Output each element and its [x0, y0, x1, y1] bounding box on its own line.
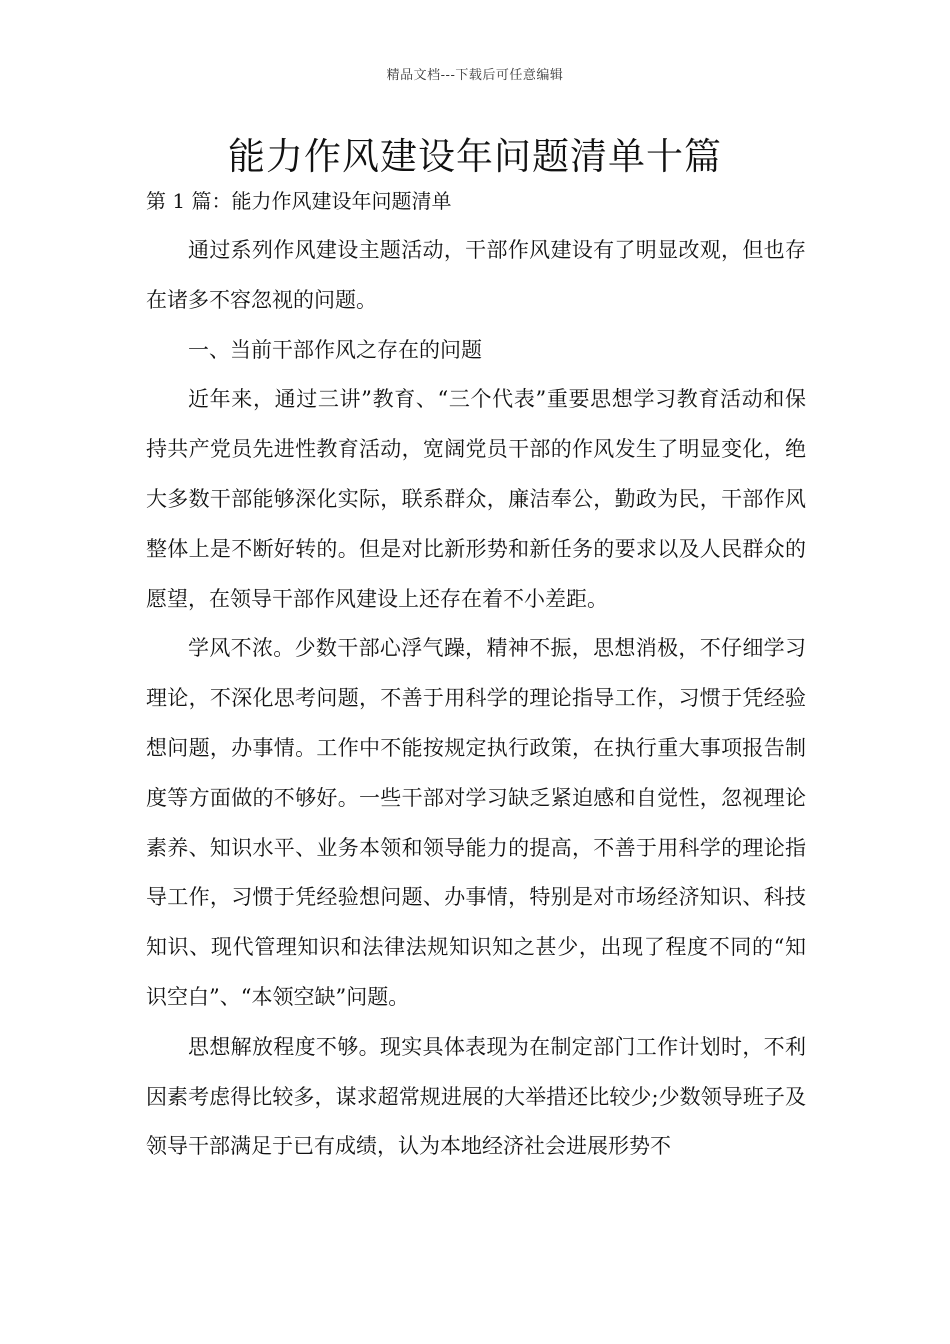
header-note: 精品文档---下载后可任意编辑	[386, 68, 564, 83]
paragraph-study-style: 学风不浓。少数干部心浮气躁，精神不振，思想消极，不仔细学习理论，不深化思考问题，不善于用科学的理论指导工作，习惯于凭经验想问题，办事情。工作中不能按规定执行政策，在执行重大事项报告制度等方面做的不够好。一些干部对学习缺乏紧迫感和自觉性，忽视理论素养、知识水平、业务本领和领导能力的提高，不善于用科学的理论指导工作，习惯于凭经验想问题、办事情，特别是对市场经济知识、科技知识、现代管理知识和法律法规知识知之甚少，出现了程度不同的“知识空白”、“本领空缺”问题。	[146, 636, 806, 1009]
section-subtitle: 第 1 篇：能力作风建设年问题清单	[146, 189, 452, 213]
paragraph-intro: 通过系列作风建设主题活动，干部作风建设有了明显改观，但也存在诸多不容忽视的问题。	[146, 238, 806, 312]
paragraph-thought-liberation: 思想解放程度不够。现实具体表现为在制定部门工作计划时，不利因素考虑得比较多，谋求超常规进展的大举措还比较少;少数领导班子及领导干部满足于已有成绩，认为本地经济社会进展形势不	[146, 1034, 806, 1159]
paragraph-overview: 近年来，通过三讲”教育、“三个代表”重要思想学习教育活动和保持共产党员先进性教育活动，宽阔党员干部的作风发生了明显变化，绝大多数干部能够深化实际，联系群众，廉洁奉公，勤政为民，干部作风整体上是不断好转的。但是对比新形势和新任务的要求以及人民群众的愿望，在领导干部作风建设上还存在着不小差距。	[146, 387, 806, 611]
section-heading: 一、当前干部作风之存在的问题	[188, 337, 482, 362]
document-body	[146, 226, 806, 1172]
document-title: 能力作风建设年问题清单十篇	[228, 135, 722, 178]
